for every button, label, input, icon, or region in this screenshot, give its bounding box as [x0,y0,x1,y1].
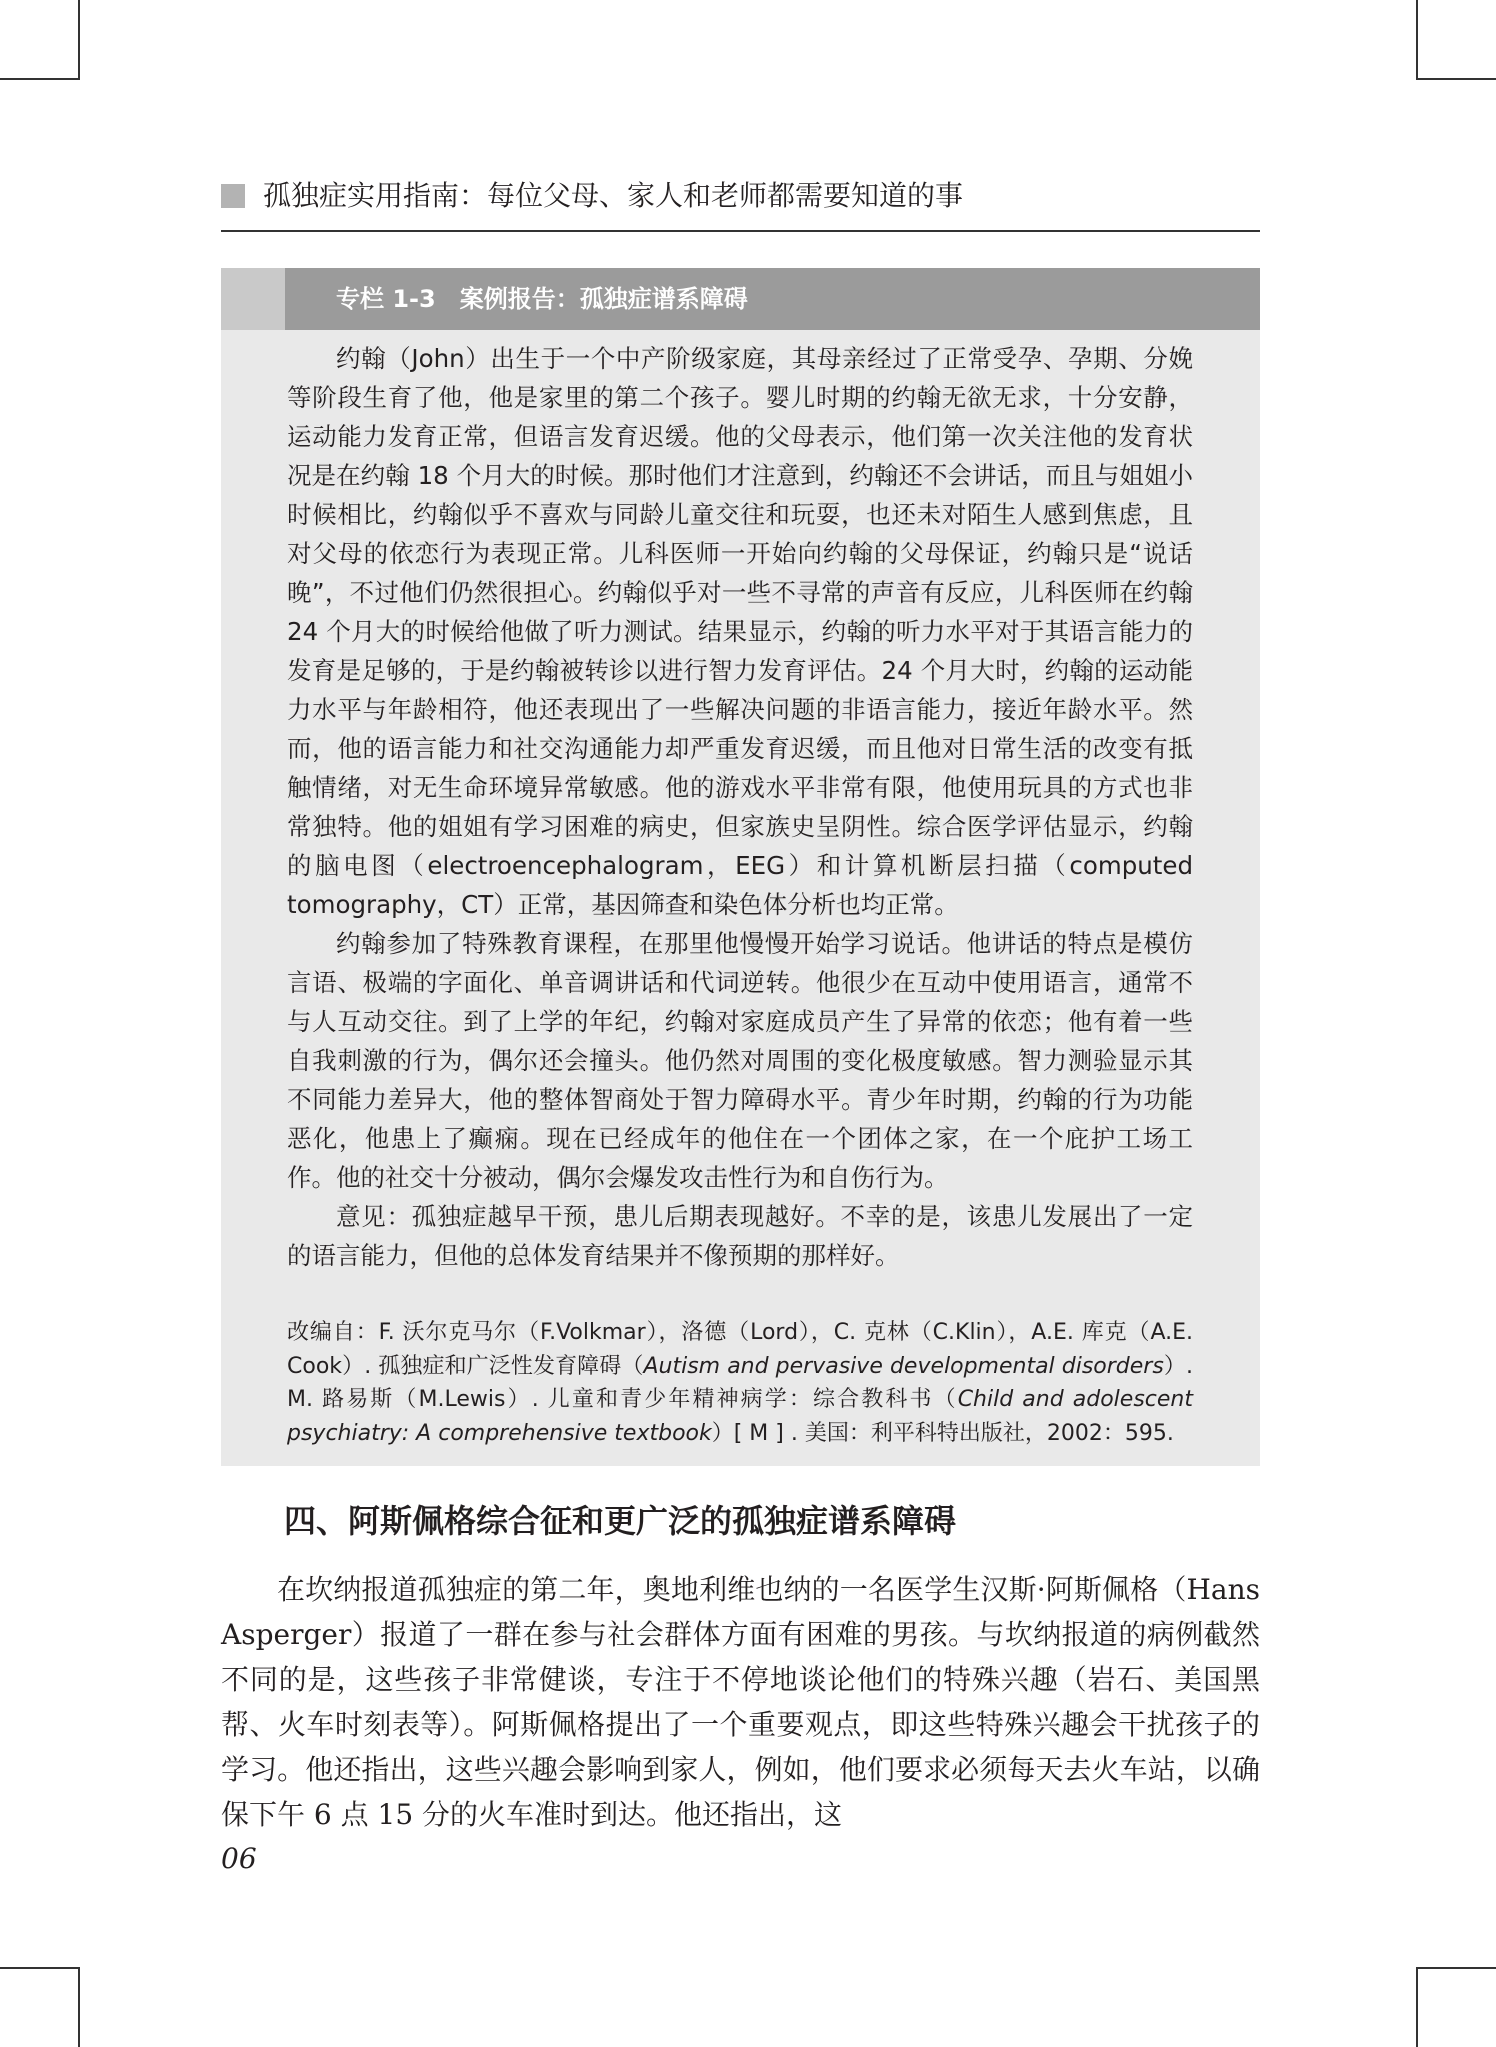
crop-mark-bottom-right-v [1416,1967,1418,2047]
running-header [221,178,1260,232]
crop-mark-top-right-v [1416,0,1418,80]
header-square-icon [221,184,245,208]
section-heading: 四、阿斯佩格综合征和更广泛的孤独症谱系障碍 [284,1502,957,1540]
case-report-body [287,339,1193,1275]
column-title: 专栏 1-3 案例报告：孤独症谱系障碍 [336,285,748,313]
page-number: 06 [221,1842,257,1875]
book-title: 孤独症实用指南：每位父母、家人和老师都需要知道的事 [263,179,964,212]
main-body-text [221,1567,1260,1837]
citation-part: ）[ M ] . 美国：利平科特出版社，2002：595. [711,1420,1174,1446]
column-bar-notch [221,268,285,330]
column-title-bar [221,268,1260,330]
crop-mark-bottom-left-h [0,1967,80,1969]
body-paragraph: 在坎纳报道孤独症的第二年，奥地利维也纳的一名医学生汉斯·阿斯佩格（Hans Asperger）报道了一群在参与社会群体方面有困难的男孩。与坎纳报道的病例截然不同的是，这些孩子非常健谈，专注于不停地谈论他们的特殊兴趣（岩石、美国黑帮、火车时刻表等）。阿斯佩格提出了一个重要观点，即这些特殊兴趣会干扰孩子的学习。他还指出，这些兴趣会影响到家人，例如，他们要求必须每天去火车站，以确保下午 6 点 15 分的火车准时到达。他还指出，这 [221,1573,1260,1831]
crop-mark-top-left-h [0,78,80,80]
case-paragraph: 约翰参加了特殊教育课程，在那里他慢慢开始学习说话。他讲话的特点是模仿言语、极端的字面化、单音调讲话和代词逆转。他很少在互动中使用语言，通常不与人互动交往。到了上学的年纪，约翰对家庭成员产生了异常的依恋；他有着一些自我刺激的行为，偶尔还会撞头。他仍然对周围的变化极度敏感。智力测验显示其不同能力差异大，他的整体智商处于智力障碍水平。青少年时期，约翰的行为功能恶化，他患上了癫痫。现在已经成年的他住在一个团体之家，在一个庇护工场工作。他的社交十分被动，偶尔会爆发攻击性行为和自伤行为。 [287,929,1193,1192]
case-report-box [221,268,1260,1466]
citation-part: 改编自：F. 沃尔克马尔（F.Volkmar），洛德（Lord），C. 克林（C.Klin），A.E. 库克（A.E. Cook）. 孤独症和广泛性发育障碍（ [287,1320,1193,1379]
source-citation [287,1316,1193,1450]
citation-title: Child and adolescent psychiatry: A comprehensive textbook [287,1387,1193,1446]
crop-mark-top-left-v [78,0,80,80]
citation-text [287,1316,1193,1450]
crop-mark-top-right-h [1416,78,1496,80]
case-paragraph: 约翰（John）出生于一个中产阶级家庭，其母亲经过了正常受孕、孕期、分娩等阶段生育了他，他是家里的第二个孩子。婴儿时期的约翰无欲无求，十分安静，运动能力发育正常，但语言发育迟缓。他的父母表示，他们第一次关注他的发育状况是在约翰 18 个月大的时候。那时他们才注意到，约翰还不会讲话，而且与姐姐小时候相比，约翰似乎不喜欢与同龄儿童交往和玩耍，也还未对陌生人感到焦虑，且对父母的依恋行为表现正常。儿科医师一开始向约翰的父母保证，约翰只是“说话晚”，不过他们仍然很担心。约翰似乎对一些不寻常的声音有反应，儿科医师在约翰 24 个月大的时候给他做了听力测试。结果显示，约翰的听力水平对于其语言能力的发育是足够的，于是约翰被转诊以进行智力发育评估。24 个月大时，约翰的运动能力水平与年龄相符，他还表现出了一些解决问题的非语言能力，接近年龄水平。然而，他的语言能力和社交沟通能力却严重发育迟缓，而且他对日常生活的改变有抵触情绪，对无生命环境异常敏感。他的游戏水平非常有限，他使用玩具的方式也非常独特。他的姐姐有学习困难的病史，但家族史呈阴性。综合医学评估显示，约翰的脑电图（electroencephalogram，EEG）和计算机断层扫描（computed tomography，CT）正常，基因筛查和染色体分析也均正常。 [287,344,1193,919]
citation-title: Autism and pervasive developmental disorders [643,1353,1164,1379]
crop-mark-bottom-right-h [1416,1967,1496,1969]
crop-mark-bottom-left-v [78,1967,80,2047]
citation-part: ）. M. 路易斯（M.Lewis）. 儿童和青少年精神病学：综合教科书（ [287,1353,1194,1412]
case-paragraph: 意见：孤独症越早干预，患儿后期表现越好。不幸的是，该患儿发展出了一定的语言能力，但他的总体发育结果并不像预期的那样好。 [287,1202,1193,1270]
